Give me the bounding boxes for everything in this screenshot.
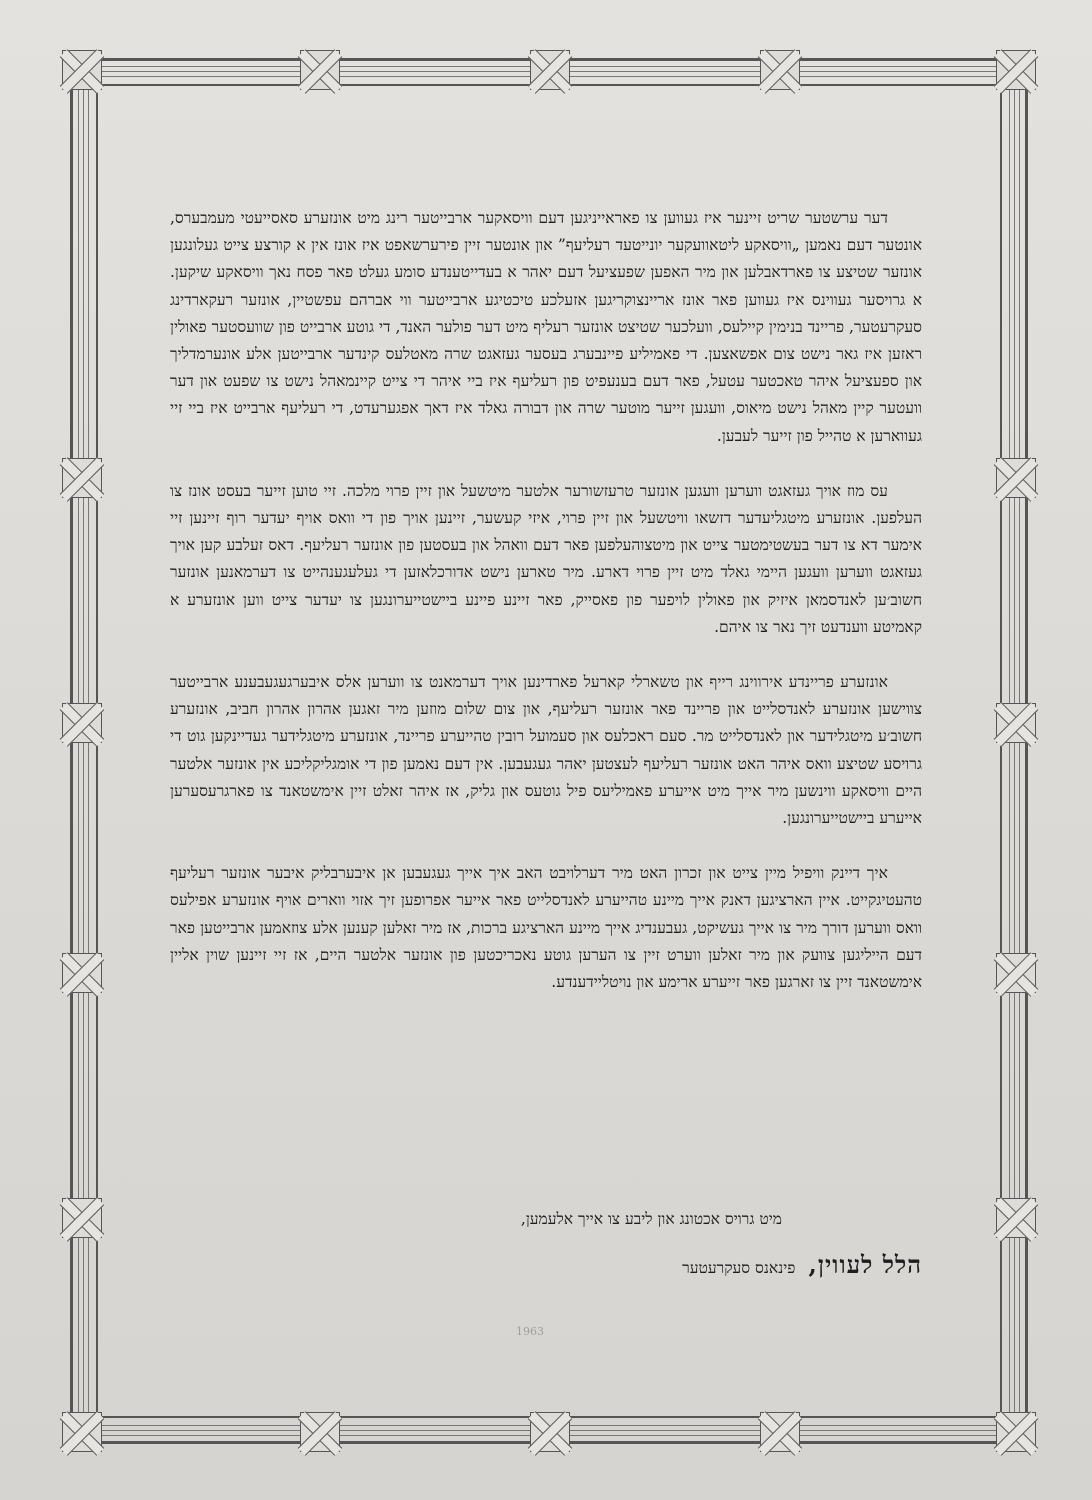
signature-name: הלל לעווין, [808,1250,922,1279]
signature-title: פינאנס סעקרעטער [682,1259,796,1277]
bottom-knot-icon [300,1412,340,1452]
top-knot-icon [530,50,570,90]
bottom-knot-icon [760,1412,800,1452]
faint-stamp: 1963 [516,1325,544,1338]
side-knot-icon [996,953,1036,993]
side-knot-icon [62,953,102,993]
corner-knot-icon [62,1412,102,1452]
corner-knot-icon [996,1412,1036,1452]
signature [190,1250,922,1280]
side-knot-icon [62,458,102,498]
side-knot-icon [996,703,1036,743]
corner-knot-icon [996,50,1036,90]
paragraph: אונזערע פריינדע אירווינג רייף און טשארלי קארעל פארדינען אויך דערמאנט צו ווערען אלס איבערגעגעבענע ארבייטער צווישען אונזערע לאנדסלייט און פריינד פאר אונזער רעליעף, און צום שלום מוזען מיר זאגען אהרון אהרון חביב, אונזערע חשוב׳ע מיטגלידער און לאנדסלייט מר. סעם ראכלעס און סעמועל רובין טהייערע פריינד, אונזערע מיטגלידער געדיינקען גוט די גרויסע שטיצע וואס איהר האט אונזער רעליעף לעצטען יאהר געגעבען. אין דעם נאמען פון די אומגליקליכע אין אונזער אלטער היים וויסאקע ווינשען מיר אייך מיט אייערע פאמיליעס פיל גוטעס און גליק, אז איהר זאלט זיין אימשטאנד צו פארגרעסערען אייערע ביישטייערונגען. [170,673,922,828]
paragraph: עס מוז אויך געזאגט ווערען וועגען אונזער טרעזשורער אלטער מיטשעל און זיין פרוי מלכה. זיי טוען זייער בעסט אונז צו העלפען. אונזערע מיטגליעדער דזשאו וויטשעל און זיין פרוי, איזי קעשער, זיינען אויך פון די וואס אויף יעדער רוף זיינען זיי אימער דא צו דער בעשטימטער צייט און מיטצוהעלפען פאר דעם וואהל און בעסטען פון אונזער רעליעף. דאס זעלבע קען אויך געזאגט ווערען וועגען היימי גאלד מיט זיין פרוי דארע. מיר טארען נישט אדורכלאזען די געלעגענהייט צו דערמאנען אונזער חשוב׳ען לאנדסמאן איזיק און פאולין לויפער פון פאסייק, פאר זיינע פיינע ביישטייערונגען צו יעדער צייט ווען אונזערע א קאמיטע ווענדעט זיך נאר צו איהם. [170,481,922,636]
side-knot-icon [62,703,102,743]
bottom-knot-icon [530,1412,570,1452]
side-knot-icon [996,1198,1036,1238]
paragraph: דער ערשטער שריט זיינער איז געווען צו פאראייניגען דעם וויסאקער ארבייטער רינג מיט אונזערע סאסייעטי מעמבערס, אונטער דעם נאמען „וויסאקע ליטאוועקער יונייטעד רעליעף” און אונטער זיין פירערשאפט איז אונז אין א קורצע צייט געלונגען אונזער שטיצע צו פארדאבלען און מיר האפען שפעציעל דעם יאהר א בעדייטענדע סומע געלט פאר פסח נאך וויסאקע שיקען. א גרויסער געווינס איז געווען פאר אונז אריינצוקריגען אזעלכע טיכטיגע ארבייטער ווי אברהם עפשטיין, אונזער רעקארדינג סעקרעטער, פריינד בנימין קיילעס, וועלכער שטיצט אונזער רעליף מיט דער פולער האנד, די גוטע ארבייט פון שוועסטער פאולין ראזען איז גאר נישט צום אפשאצען. די פאמיליע פיינבערג בעסער געזאגט שרה מאטלעס קינדער ארבייטען אלע אונערמדליך און ספעציעל איהר טאכטער עטעל, פאר דעם בענעפיט פון רעליעף איז ביי איהר די צייט קיינמאהל נישט צו שפעט און דער וועטער קיין מאהל נישט מיאוס, וועגען זייער מוטער שרה און דבורה גאלד איז דאך אפגערעדט, די רעליעף ארבייט איז ביי זיי געווארען א טהייל פון זייער לעבען. [170,209,922,445]
paragraph: איך דיינק וויפיל מיין צייט און זכרון האט מיר דערלויבט האב איך אייך געגעבען אן איבערבליק איבער אונזער רעליעף טהעטיגקייט. איין הארציגען דאנק אייך מיינע טהייערע לאנדסלייט פאר אייער אפרופען זיך אזוי ווארים אויף אונזערע אפילעס וואס ווערען דורך מיר צו אייך געשיקט, געבענדיג אייך מיינע הארציגע ברכות, אז מיר זאלען קענען אלע צוזאמען ארבייטען פאר דעם הייליגען צוועק און מיר זאלען ווערט זיין צו הערען גוטע נאכריכטען פון אונזער אלטער היים, אז זיי זיינען שוין אליין אימשטאנד זיין צו זארגען פאר זייערע ארימע און נויטליידענדע. [170,864,922,992]
letter-body [170,205,922,1024]
side-knot-icon [996,458,1036,498]
corner-knot-icon [62,50,102,90]
side-knot-icon [62,1198,102,1238]
top-knot-icon [300,50,340,90]
closing-greeting: מיט גרויס אכטונג און ליבע צו אייך אלעמען, [520,1210,782,1228]
top-knot-icon [760,50,800,90]
